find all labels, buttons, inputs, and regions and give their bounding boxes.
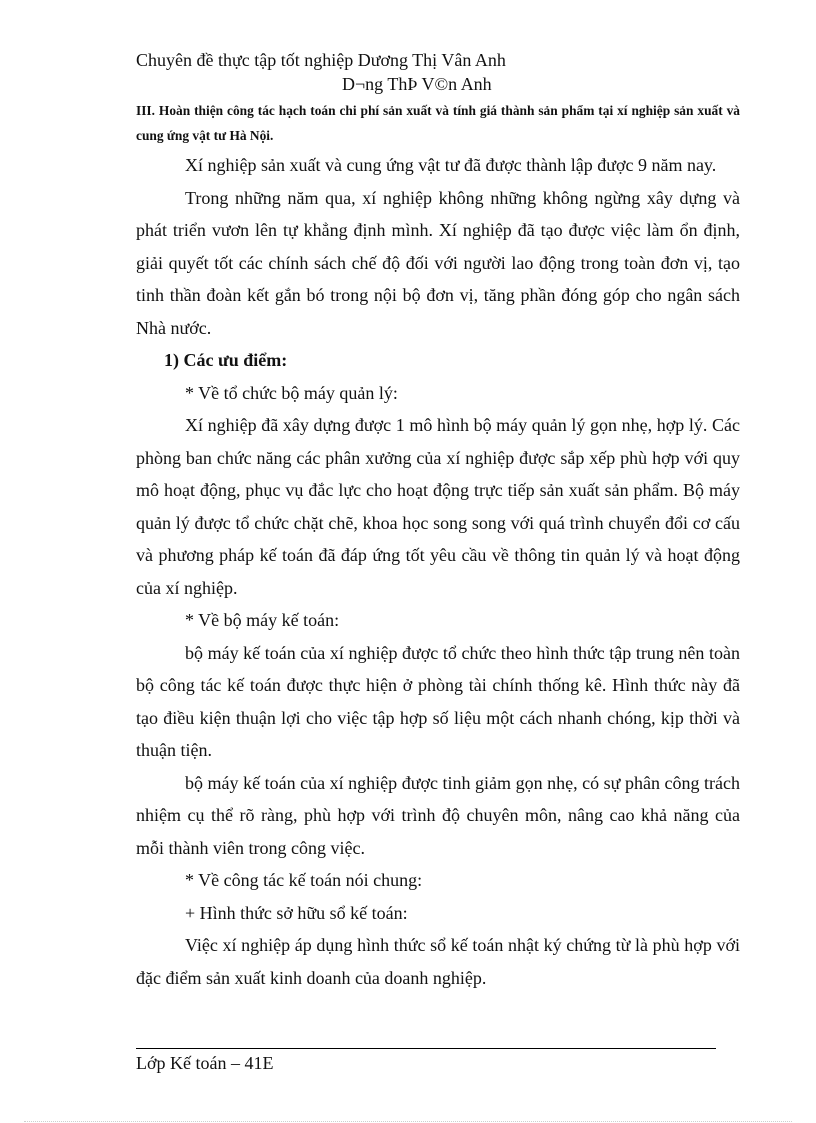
paragraph: bộ máy kế toán của xí nghiệp được tổ chức theo hình thức tập trung nên toàn bộ công tác kế toán được thực hiện ở phòng tài chính thống kê. Hình thức này đã tạo điều kiện thuận lợi cho việc tập hợp số liệu một cách nhanh chóng, kịp thời và thuận tiện. [136, 642, 740, 760]
bullet-heading: * Về bộ máy kế toán: [185, 610, 340, 630]
bullet-heading: * Về tổ chức bộ máy quản lý: [185, 382, 398, 403]
paragraph: Xí nghiệp sản xuất và cung ứng vật tư đã được thành lập được 9 năm nay. [185, 155, 717, 175]
footer-class-label: Lớp Kế toán – 41E [136, 1053, 274, 1073]
paragraph: Việc xí nghiệp áp dụng hình thức sổ kế toán nhật ký chứng từ là phù hợp với đặc điểm sản xuất kinh doanh của doanh nghiệp. [136, 935, 740, 988]
paragraph: Xí nghiệp đã xây dựng được 1 mô hình bộ máy quản lý gọn nhẹ, hợp lý. Các phòng ban chức năng các phân xưởng của xí nghiệp được sắp xếp phù hợp với quy mô hoạt động, phục vụ đắc lực cho hoạt động trực tiếp sản xuất sản phẩm. Bộ máy quản lý được tổ chức chặt chẽ, khoa học song song với quá trình chuyển đổi cơ cấu và phương pháp kế toán đã đáp ứng tốt yêu cầu về thông tin quản lý và hoạt động của xí nghiệp. [136, 415, 740, 598]
paragraph: bộ máy kế toán của xí nghiệp được tinh giảm gọn nhẹ, có sự phân công trách nhiệm cụ thể rõ ràng, phù hợp với trình độ chuyên môn, nâng cao khả năng của mỗi thành viên trong công việc. [136, 772, 740, 858]
bullet-heading: + Hình thức sở hữu sổ kế toán: [185, 902, 408, 923]
footer-divider [136, 1048, 716, 1049]
header-author-garbled: D¬ng ThÞ V©n Anh [342, 74, 492, 94]
paragraph: Trong những năm qua, xí nghiệp không những không ngừng xây dựng và phát triển vươn lên tự khẳng định mình. Xí nghiệp đã tạo được việc làm ổn định, giải quyết tốt các chính sách chế độ đối với người lao động trong toàn đơn vị, tạo tinh thần đoàn kết gắn bó trong nội bộ đơn vị, tăng phần đóng góp cho ngân sách Nhà nước. [136, 187, 740, 338]
bullet-heading: * Về công tác kế toán nói chung: [185, 870, 423, 890]
section-heading: III. Hoàn thiện công tác hạch toán chi phí sản xuất và tính giá thành sản phẩm tại xí nghiệp sản xuất và cung ứng vật tư Hà Nội. [136, 103, 740, 143]
body-text [136, 149, 740, 994]
page-bottom-edge [24, 1121, 792, 1122]
subheading-advantages: 1) Các ưu điểm: [164, 350, 288, 370]
header-title: Chuyên đề thực tập tốt nghiệp Dương Thị Vân Anh [136, 50, 506, 70]
